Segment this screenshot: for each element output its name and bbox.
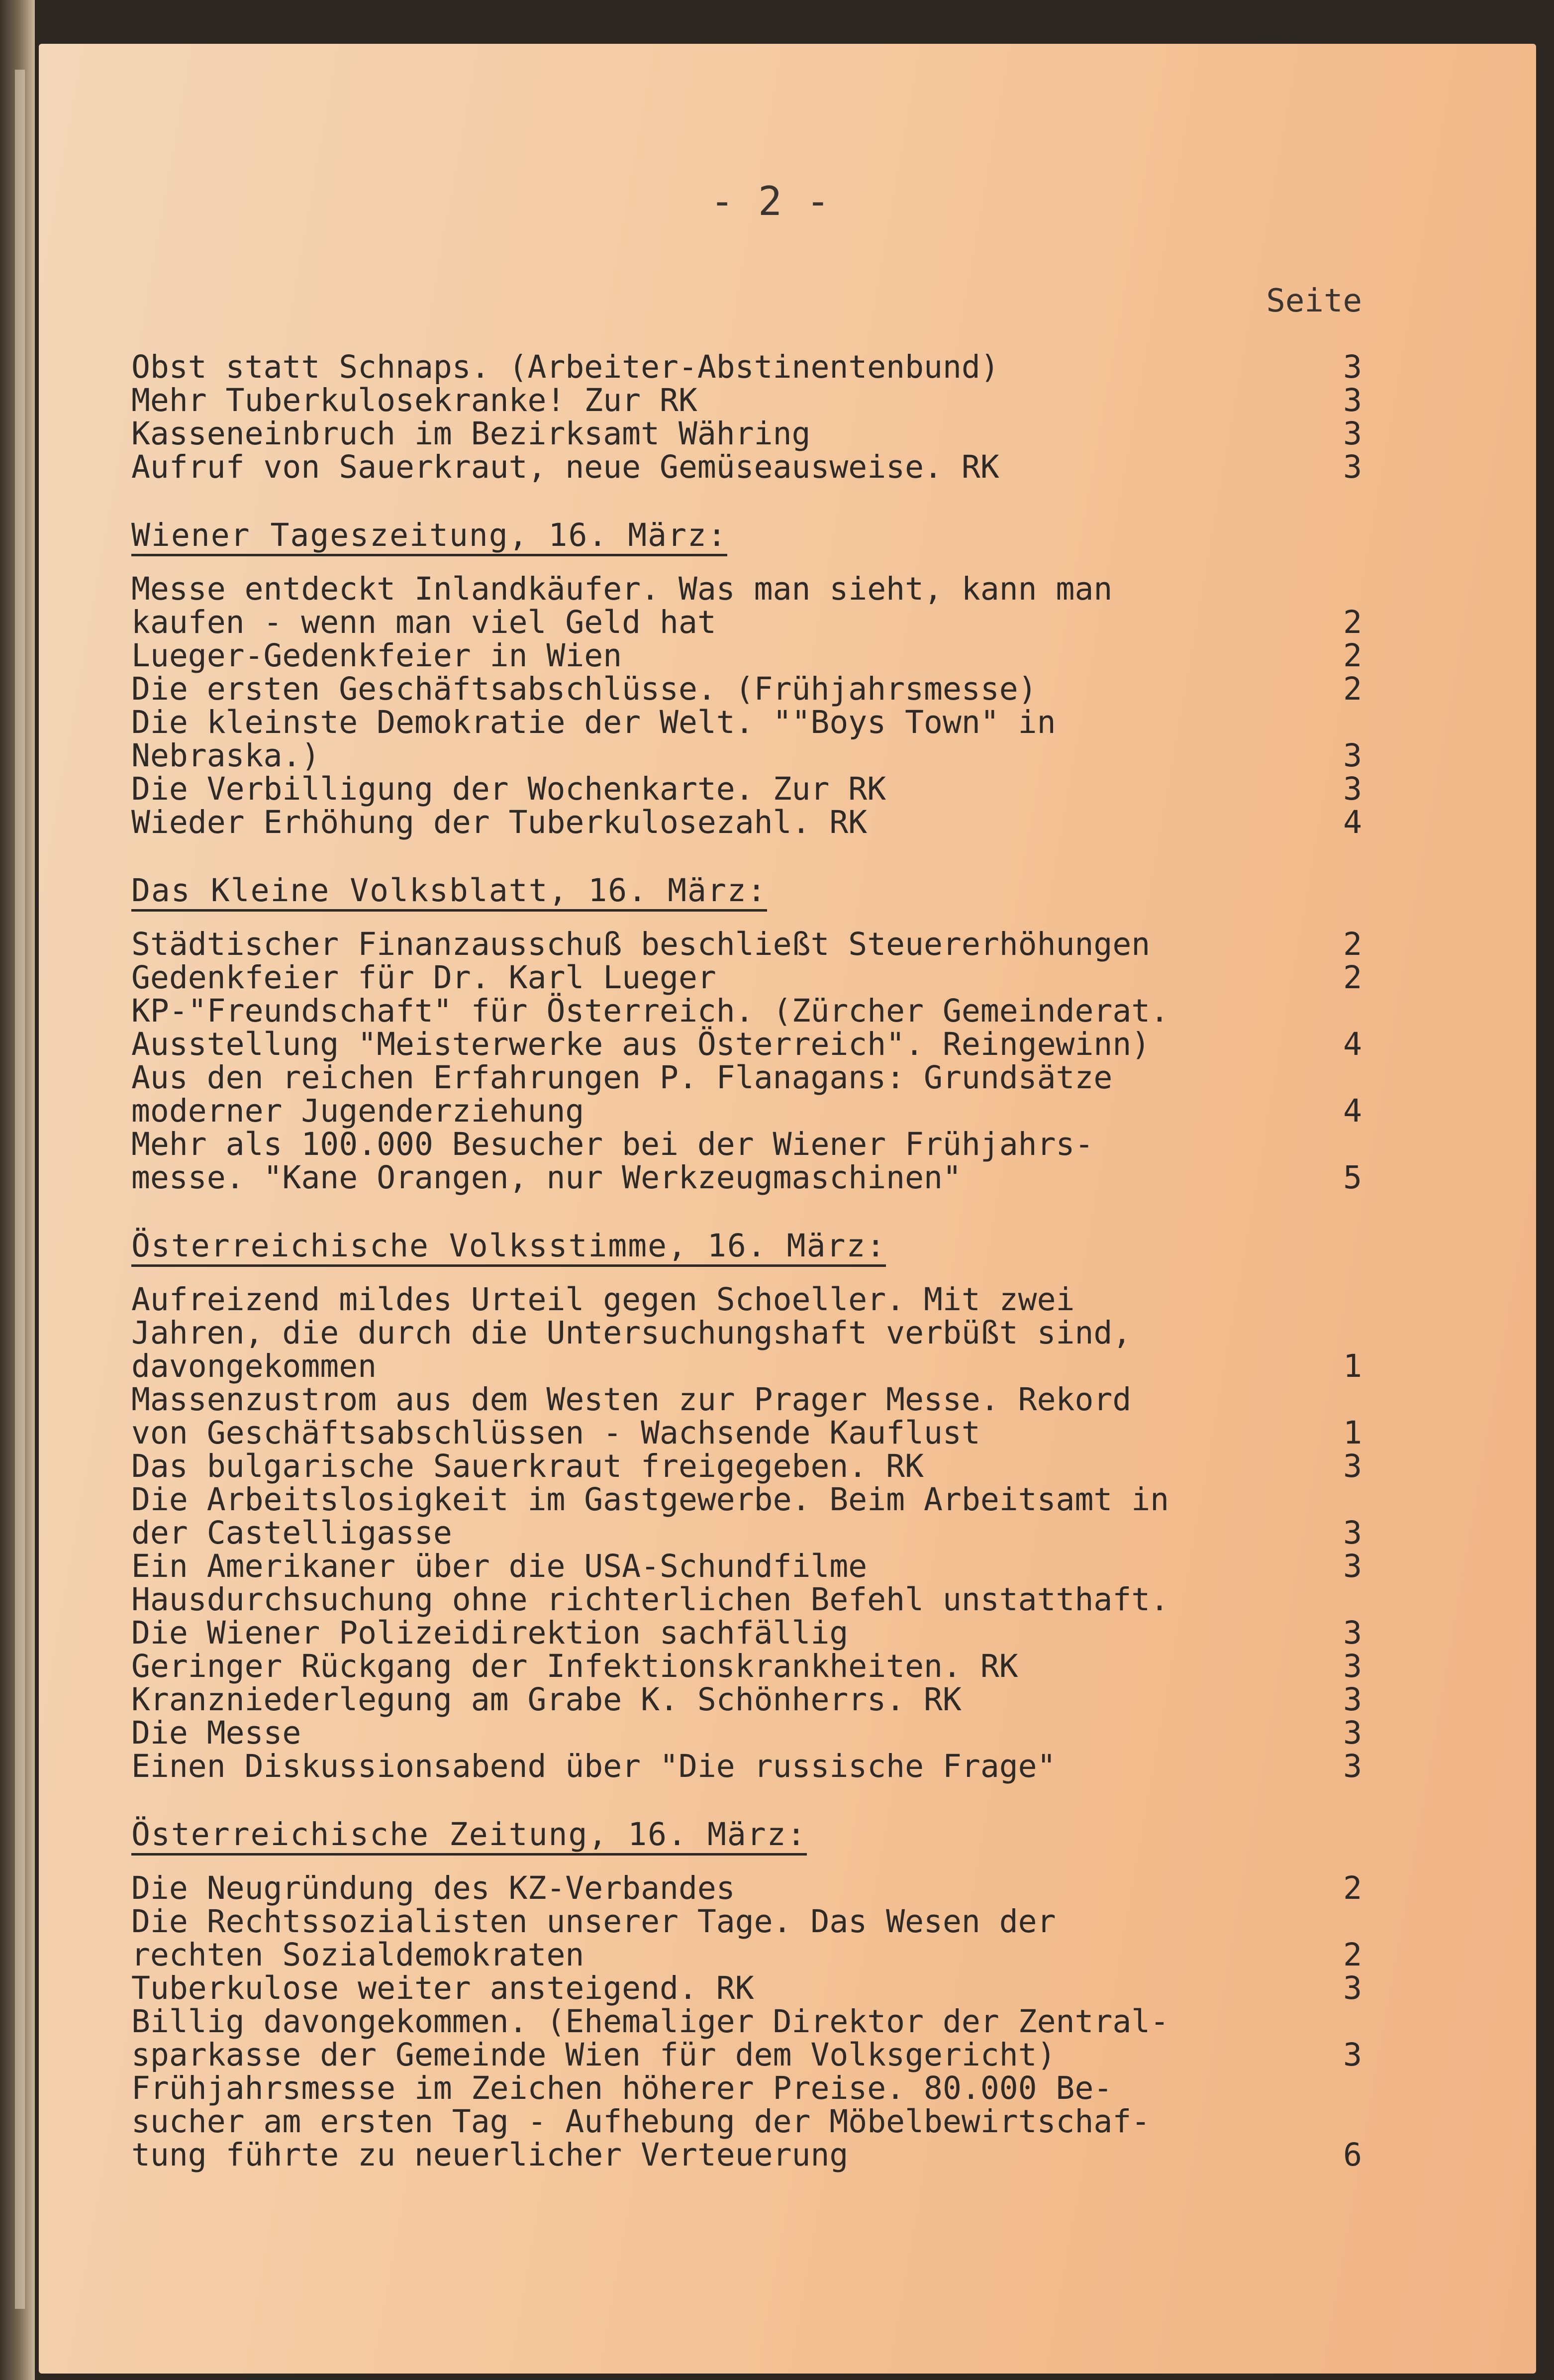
index-entry (131, 417, 1362, 450)
index-entry (131, 1061, 1362, 1128)
index-entry (131, 1550, 1362, 1583)
entry-text: Gedenkfeier für Dr. Karl Lueger (131, 959, 716, 996)
index-entry (131, 639, 1362, 672)
entry-page: 3 (1343, 1448, 1362, 1484)
index-entry (131, 1128, 1362, 1194)
entry-text: Die Messe (131, 1715, 301, 1751)
entry-page: 2 (1343, 637, 1362, 674)
index-entry (131, 1971, 1362, 2005)
index-entry (131, 994, 1362, 1061)
index-entry (131, 1716, 1362, 1750)
entry-page: 3 (1343, 1970, 1362, 2006)
entry-text: Messe entdeckt Inlandkäufer. Was man sieht, kann man kaufen - wenn man viel Geld hat (131, 571, 1113, 640)
entry-page: 2 (1343, 1937, 1362, 1973)
page-column-header: Seite (1266, 283, 1362, 319)
index-entry (131, 1683, 1362, 1716)
entry-text: Wieder Erhöhung der Tuberkulosezahl. RK (131, 804, 868, 840)
entry-text: Massenzustrom aus dem Westen zur Prager Messe. Rekord von Geschäftsabschlüssen - Wachsende Kauflust (131, 1381, 1132, 1451)
entry-text: Die Rechtssozialisten unserer Tage. Das Wesen der rechten Sozialdemokraten (131, 1903, 1056, 1973)
index-entry (131, 772, 1362, 806)
entry-page: 2 (1343, 1870, 1362, 1906)
entry-page: 6 (1343, 2137, 1362, 2173)
section-title: Wiener Tageszeitung, 16. März: (131, 518, 727, 556)
entry-text: Obst statt Schnaps. (Arbeiter-Abstinentenbund) (131, 349, 999, 385)
index-entry (131, 572, 1362, 639)
index-entry (131, 1283, 1362, 1383)
entry-page: 4 (1343, 1026, 1362, 1062)
section-title: Österreichische Volksstimme, 16. März: (131, 1229, 886, 1267)
index-entry (131, 806, 1362, 839)
section (131, 1194, 1362, 1783)
entry-page: 4 (1343, 804, 1362, 840)
page-number: - 2 - (710, 178, 830, 224)
entry-text: Tuberkulose weiter ansteigend. RK (131, 1970, 754, 2006)
entry-text: Die Arbeitslosigkeit im Gastgewerbe. Beim Arbeitsamt in der Castelligasse (131, 1481, 1169, 1551)
entry-page: 3 (1343, 382, 1362, 418)
entry-page: 3 (1343, 737, 1362, 774)
entry-text: Die kleinste Demokratie der Welt. ""Boys Town" in Nebraska.) (131, 704, 1056, 774)
entry-page: 3 (1343, 349, 1362, 385)
entry-text: Aus den reichen Erfahrungen P. Flanagans: Grundsätze moderner Jugenderziehung (131, 1059, 1113, 1129)
entry-text: Ein Amerikaner über die USA-Schundfilme (131, 1548, 868, 1584)
entry-text: KP-"Freundschaft" für Österreich. (Zürcher Gemeinderat. Ausstellung "Meisterwerke aus Österreich". Reingewinn) (131, 993, 1169, 1062)
section (131, 484, 1362, 839)
index-entry (131, 2071, 1362, 2172)
entry-text: Geringer Rückgang der Infektionskrankheiten. RK (131, 1648, 1018, 1684)
entry-page: 4 (1343, 1093, 1362, 1129)
entry-page: 2 (1343, 959, 1362, 996)
entry-text: Aufreizend mildes Urteil gegen Schoeller. Mit zwei Jahren, die durch die Untersuchungshaft verbüßt sind, davongekommen (131, 1281, 1132, 1384)
entry-text: Kranzniederlegung am Grabe K. Schönherrs. RK (131, 1681, 962, 1718)
entry-page: 3 (1343, 1548, 1362, 1584)
entry-page: 3 (1343, 1681, 1362, 1718)
document-page (39, 44, 1536, 2374)
entry-page: 3 (1343, 1615, 1362, 1651)
entry-page: 3 (1343, 771, 1362, 807)
entry-text: Die Neugründung des KZ-Verbandes (131, 1870, 735, 1906)
index-entry (131, 1905, 1362, 1971)
index-entry (131, 1583, 1362, 1650)
entry-page: 5 (1343, 1159, 1362, 1196)
index-entry (131, 672, 1362, 706)
entry-text: Frühjahrsmesse im Zeichen höherer Preise. 80.000 Be- sucher am ersten Tag - Aufhebung der Möbelbewirtschaf- tung führte zu neuerlicher Verteuerung (131, 2070, 1151, 2173)
section (131, 350, 1362, 484)
index-entry (131, 450, 1362, 484)
entry-page: 3 (1343, 1515, 1362, 1551)
index-entry (131, 928, 1362, 961)
index-entry (131, 1483, 1362, 1550)
index-entry (131, 1650, 1362, 1683)
entry-text: Mehr Tuberkulosekranke! Zur RK (131, 382, 697, 418)
entry-page: 3 (1343, 1715, 1362, 1751)
entry-page: 2 (1343, 604, 1362, 640)
entry-page: 3 (1343, 1748, 1362, 1784)
entry-page: 2 (1343, 926, 1362, 962)
entry-text: Kasseneinbruch im Bezirksamt Währing (131, 415, 811, 452)
entry-text: Die ersten Geschäftsabschlüsse. (Frühjahrsmesse) (131, 671, 1037, 707)
index-entry (131, 1871, 1362, 1905)
previous-page-edge (15, 70, 25, 2309)
entry-text: Hausdurchsuchung ohne richterlichen Befehl unstatthaft. Die Wiener Polizeidirektion sachfällig (131, 1581, 1169, 1651)
index-entry (131, 2005, 1362, 2071)
entry-page: 3 (1343, 2037, 1362, 2073)
press-index (131, 350, 1362, 2172)
index-entry (131, 1449, 1362, 1483)
index-entry (131, 961, 1362, 994)
section (131, 839, 1362, 1194)
index-entry (131, 1383, 1362, 1449)
section (131, 1783, 1362, 2172)
entry-page: 2 (1343, 671, 1362, 707)
entry-text: Städtischer Finanzausschuß beschließt Steuererhöhungen (131, 926, 1151, 962)
index-entry (131, 384, 1362, 417)
index-entry (131, 706, 1362, 772)
entry-page: 1 (1343, 1415, 1362, 1451)
index-entry (131, 1750, 1362, 1783)
entry-text: Aufruf von Sauerkraut, neue Gemüseausweise. RK (131, 449, 999, 485)
section-title: Das Kleine Volksblatt, 16. März: (131, 874, 767, 912)
section-title: Österreichische Zeitung, 16. März: (131, 1818, 807, 1856)
entry-page: 1 (1343, 1348, 1362, 1384)
entry-text: Einen Diskussionsabend über "Die russische Frage" (131, 1748, 1056, 1784)
entry-page: 3 (1343, 449, 1362, 485)
entry-page: 3 (1343, 1648, 1362, 1684)
entry-text: Mehr als 100.000 Besucher bei der Wiener Frühjahrs- messe. "Kane Orangen, nur Werkzeugmaschinen" (131, 1126, 1094, 1196)
entry-page: 3 (1343, 415, 1362, 452)
index-entry (131, 350, 1362, 384)
entry-text: Die Verbilligung der Wochenkarte. Zur RK (131, 771, 886, 807)
entry-text: Billig davongekommen. (Ehemaliger Direktor der Zentral- sparkasse der Gemeinde Wien für dem Volksgericht) (131, 2003, 1169, 2073)
entry-text: Das bulgarische Sauerkraut freigegeben. RK (131, 1448, 924, 1484)
entry-text: Lueger-Gedenkfeier in Wien (131, 637, 622, 674)
